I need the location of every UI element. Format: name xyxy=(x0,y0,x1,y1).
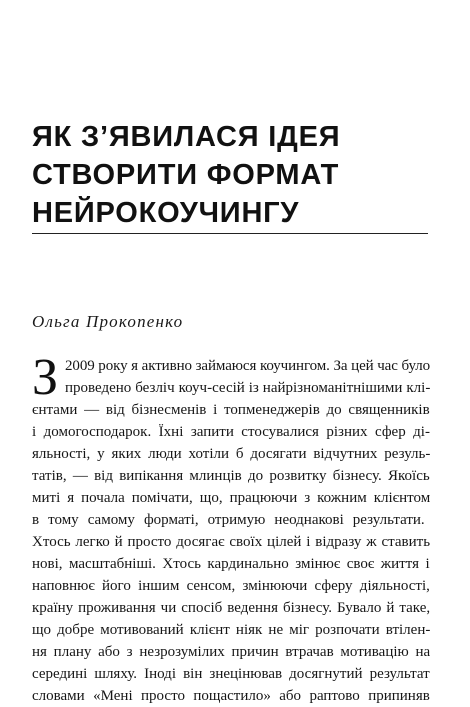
body-line: і домогосподарок. Їхні запити стосувалися різних сфер ді- xyxy=(32,424,430,440)
body-line: що добре мотивований клієнт ніяк не міг розпочати втілен- xyxy=(32,622,431,638)
body-line: єнтами — від бізнесменів і топменеджерів до священників xyxy=(32,402,430,418)
body-line: 2009 року я активно займаюся коучингом. За цей час було xyxy=(65,358,431,374)
chapter-title-line: ЯК З’ЯВИЛАСЯ ІДЕЯ xyxy=(32,121,341,153)
body-line: в тому самому форматі, отримую неоднакові результати. xyxy=(32,512,425,528)
body-line: татів, — від випікання млинців до розвитку бізнесу. Якоїсь xyxy=(32,468,430,484)
body-line: словами «Мені просто пощастило» або раптово припиняв xyxy=(32,688,430,704)
body-line: яльності, у яких люди хотіли б досягати відчутних резуль- xyxy=(32,446,431,462)
body-line: миті я почала помічати, що, працюючи з кожним клієнтом xyxy=(32,490,431,506)
title-underline-rule xyxy=(32,233,428,234)
body-line: ня плану або з незрозумілих причин втрачав мотивацію на xyxy=(32,644,431,660)
drop-cap-letter: З xyxy=(32,349,59,406)
chapter-title-line: СТВОРИТИ ФОРМАТ xyxy=(32,159,340,191)
body-line: наповнює його іншим сенсом, змінюючи сферу діяльності, xyxy=(32,578,430,594)
body-line: Хтось легко й просто досягає своїх цілей і відразу ж ставить xyxy=(32,534,431,550)
body-line: проведено безліч коуч-сесій із найрізноманітнішими клі- xyxy=(65,380,431,396)
chapter-title xyxy=(32,118,432,232)
body-line: середині шляху. Іноді він знецінював досягнутий результат xyxy=(32,666,430,682)
author-name: Ольга Прокопенко xyxy=(32,312,184,331)
chapter-title-line: НЕЙРОКОУЧИНГУ xyxy=(32,197,300,229)
body-line: країну проживання чи спосіб ведення бізнесу. Бувало й таке, xyxy=(32,600,431,616)
body-line: нові, масштабніші. Хтось кардинально змінює своє життя і xyxy=(32,556,430,572)
